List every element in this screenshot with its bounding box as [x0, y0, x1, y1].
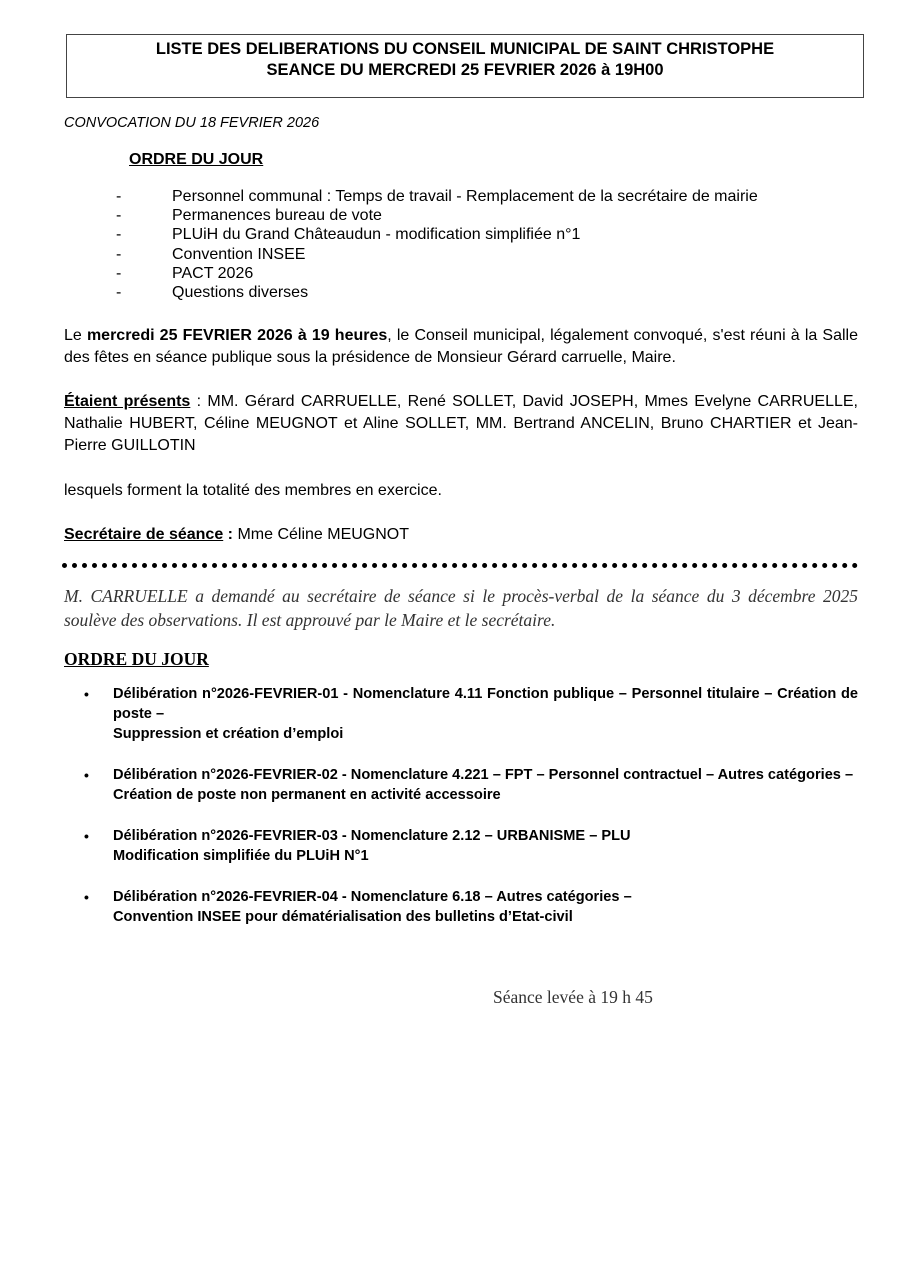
- agenda-item-text: Questions diverses: [172, 284, 309, 302]
- minutes-approval-text: M. CARRUELLE a demandé au secrétaire de séance si le procès-verbal de la séance du 3 décembre 2025 soulève des observations. Il est approuvé par le Maire et le secrétaire.: [64, 586, 858, 630]
- deliberation-subject: Modification simplifiée du PLUiH N°1: [113, 848, 369, 864]
- deliberation-title: Délibération n°2026-FEVRIER-02 - Nomenclature 4.221 – FPT – Personnel contractuel – Autres catégories –: [113, 767, 854, 783]
- deliberation-subject: Convention INSEE pour dématérialisation des bulletins d’Etat-civil: [113, 909, 573, 925]
- agenda-item: [116, 245, 758, 264]
- bullet-marker: •: [84, 686, 89, 702]
- meeting-prefix: Le: [64, 327, 87, 344]
- deliberation-title: Délibération n°2026-FEVRIER-01 - Nomenclature 4.11 Fonction publique – Personnel titulaire – Création de poste –: [113, 686, 858, 722]
- agenda-item: [116, 283, 758, 302]
- deliberations-heading: ORDRE DU JOUR: [64, 649, 209, 669]
- deliberation-title: Délibération n°2026-FEVRIER-04 - Nomenclature 6.18 – Autres catégories –: [113, 889, 632, 905]
- agenda-item-text: Permanences bureau de vote: [172, 207, 382, 225]
- secretary-label: Secrétaire de séance: [64, 526, 224, 543]
- bullet-marker: •: [84, 889, 89, 905]
- bullet-marker: •: [84, 767, 89, 783]
- agenda-item: [116, 187, 758, 206]
- title-box: [66, 34, 864, 98]
- meeting-details: , le Conseil municipal, légalement convoqué, s'est réuni à la Salle des fêtes en séance publique sous la présidence de Monsieur Gérard carruelle, Maire.: [64, 327, 858, 366]
- title-line-1: LISTE DES DELIBERATIONS DU CONSEIL MUNICIPAL DE SAINT CHRISTOPHE: [155, 40, 775, 58]
- deliberations-list: [84, 684, 858, 948]
- agenda-item: [116, 225, 758, 244]
- secretary-paragraph: [64, 524, 858, 546]
- bullet-marker: •: [84, 828, 89, 844]
- agenda-list: [116, 187, 758, 302]
- dash-marker: -: [116, 188, 122, 205]
- title-line-2: SEANCE DU MERCREDI 25 FEVRIER 2026 à 19H00: [266, 61, 664, 79]
- dash-marker: -: [116, 245, 122, 263]
- quorum-statement: lesquels forment la totalité des membres en exercice.: [64, 482, 442, 499]
- deliberation-item: [84, 887, 858, 927]
- agenda-item-text: Convention INSEE: [172, 245, 306, 263]
- deliberation-item: [84, 826, 858, 866]
- dash-marker: -: [116, 264, 122, 282]
- deliberation-title: Délibération n°2026-FEVRIER-03 - Nomenclature 2.12 – URBANISME – PLU: [113, 828, 631, 844]
- deliberation-item: [84, 684, 858, 744]
- secretary-name: Mme Céline MEUGNOT: [237, 526, 410, 543]
- agenda-item-text: Personnel communal : Temps de travail - Remplacement de la secrétaire de mairie: [172, 188, 758, 205]
- dash-marker: -: [116, 207, 122, 225]
- dotted-separator: [62, 563, 858, 568]
- closing-time: Séance levée à 19 h 45: [493, 987, 653, 1007]
- convocation-date: CONVOCATION DU 18 FEVRIER 2026: [64, 115, 320, 131]
- attendees-list: : MM. Gérard CARRUELLE, René SOLLET, David JOSEPH, Mmes Evelyne CARRUELLE, Nathalie HUBERT, Céline MEUGNOT et Aline SOLLET, MM. Bertrand ANCELIN, Bruno CHARTIER et Jean-Pierre GUILLOTIN: [64, 393, 859, 454]
- deliberation-subject: Création de poste non permanent en activité accessoire: [113, 787, 501, 803]
- meeting-date: mercredi 25 FEVRIER 2026 à 19 heures: [86, 327, 388, 344]
- deliberation-subject: Suppression et création d’emploi: [113, 726, 344, 742]
- deliberation-item: [84, 765, 858, 805]
- attendees-label: Étaient présents: [64, 393, 191, 410]
- dash-marker: -: [116, 284, 122, 302]
- secretary-colon: :: [223, 526, 238, 543]
- attendees-paragraph: [64, 391, 858, 457]
- agenda-item: [116, 206, 758, 225]
- agenda-item-text: PLUiH du Grand Châteaudun - modification simplifiée n°1: [172, 226, 581, 244]
- agenda-item: [116, 264, 758, 283]
- agenda-item-text: PACT 2026: [172, 264, 254, 282]
- meeting-paragraph: [64, 325, 858, 369]
- agenda-heading: ORDRE DU JOUR: [129, 151, 264, 168]
- dash-marker: -: [116, 226, 122, 244]
